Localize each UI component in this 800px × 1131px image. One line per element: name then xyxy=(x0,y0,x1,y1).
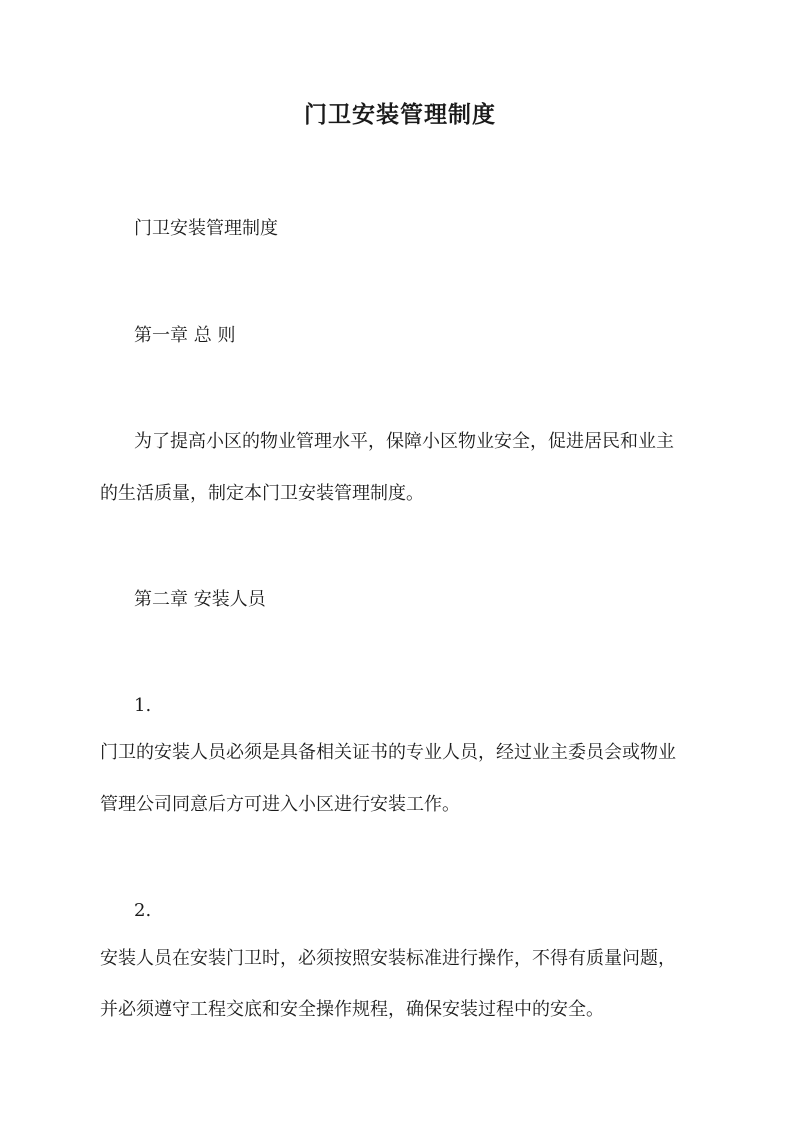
document-title: 门卫安装管理制度 xyxy=(304,101,496,128)
item2-number: 2. xyxy=(134,900,152,921)
item1-line1: 门卫的安装人员必须是具备相关证书的专业人员，经过业主委员会或物业 xyxy=(100,742,676,763)
chapter1-paragraph-line2: 的生活质量，制定本门卫安装管理制度。 xyxy=(100,483,424,504)
item1-line2: 管理公司同意后方可进入小区进行安装工作。 xyxy=(100,794,460,815)
chapter1-paragraph-line1: 为了提高小区的物业管理水平，保障小区物业安全，促进居民和业主 xyxy=(134,431,674,452)
item2-line2: 并必须遵守工程交底和安全操作规程，确保安装过程中的安全。 xyxy=(100,999,604,1020)
chapter2-heading: 第二章 安装人员 xyxy=(134,589,266,610)
chapter1-heading: 第一章 总 则 xyxy=(134,325,236,346)
item2-line1: 安装人员在安装门卫时，必须按照安装标准进行操作，不得有质量问题， xyxy=(100,948,676,969)
item1-number: 1. xyxy=(134,695,152,716)
document-subtitle: 门卫安装管理制度 xyxy=(134,218,278,239)
